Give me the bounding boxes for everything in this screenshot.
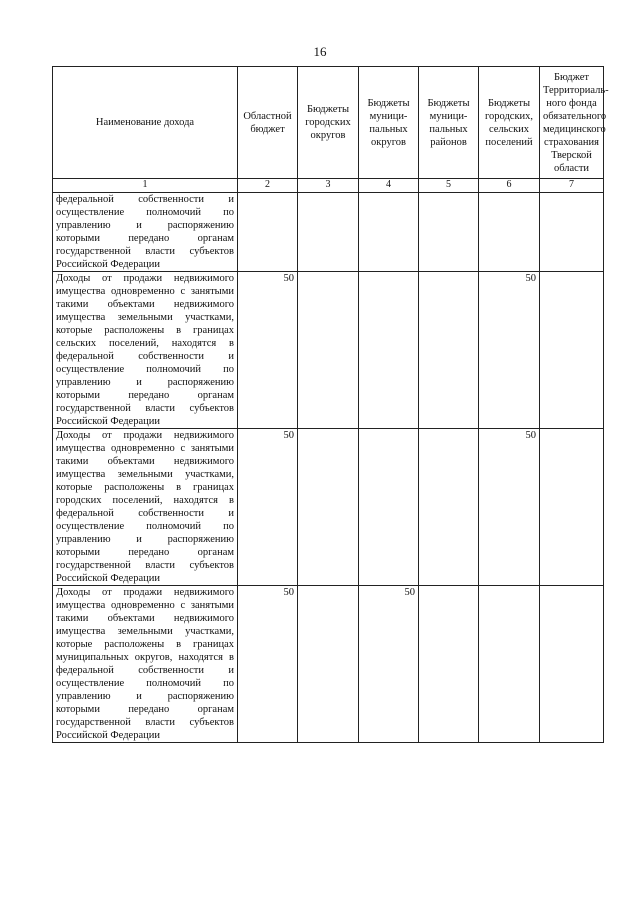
page-number: 16 (313, 44, 327, 59)
value-cell (298, 429, 359, 586)
column-number: 3 (298, 179, 359, 193)
value-cell: 50 (479, 429, 540, 586)
header-regional-budget: Областной бюджет (238, 67, 298, 179)
value-cell (298, 586, 359, 743)
table-row (53, 193, 604, 272)
column-number-row (53, 179, 604, 193)
value-cell (359, 272, 419, 429)
value-cell (359, 429, 419, 586)
revenue-name-cell: федеральной собственности и осуществление полномочий по управлению и распоряжению которыми передано органам государственной власти субъектов Российской Федерации (53, 193, 238, 272)
column-number: 2 (238, 179, 298, 193)
value-cell: 50 (238, 429, 298, 586)
revenue-name-cell: Доходы от продажи недвижимого имущества одновременно с занятыми такими объектами недвижимого имущества земельными участками, которые расположены в границах городских поселений, находятся в федеральной собственности и осуществление полномочий по управлению и распоряжению которыми передано органам государственной власти субъектов Российской Федерации (53, 429, 238, 586)
column-number: 1 (53, 179, 238, 193)
value-cell (238, 193, 298, 272)
column-number: 7 (540, 179, 604, 193)
table-row (53, 586, 604, 743)
header-medical-insurance-fund-budget: Бюджет Территориаль-ного фонда обязательного медицинского страхования Тверской области (540, 67, 604, 179)
value-cell (540, 193, 604, 272)
value-cell: 50 (359, 586, 419, 743)
value-cell: 50 (238, 272, 298, 429)
header-municipal-districts-budgets: Бюджеты муници-пальных округов (359, 67, 419, 179)
value-cell (359, 193, 419, 272)
value-cell (419, 272, 479, 429)
header-revenue-name: Наименование дохода (53, 67, 238, 179)
revenue-name-cell: Доходы от продажи недвижимого имущества одновременно с занятыми такими объектами недвижимого имущества земельными участками, которые расположены в границах муниципальных округов, находятся в федеральной собственности и осуществление полномочий по управлению и распоряжению которыми передано органам государственной власти субъектов Российской Федерации (53, 586, 238, 743)
revenue-name-cell: Доходы от продажи недвижимого имущества одновременно с занятыми такими объектами недвижимого имущества земельными участками, которые расположены в границах сельских поселений, находятся в федеральной собственности и осуществление полномочий по управлению и распоряжению которыми передано органам государственной власти субъектов Российской Федерации (53, 272, 238, 429)
value-cell (479, 193, 540, 272)
column-number: 4 (359, 179, 419, 193)
value-cell (298, 193, 359, 272)
value-cell (419, 586, 479, 743)
column-number: 5 (419, 179, 479, 193)
value-cell (540, 429, 604, 586)
value-cell (540, 272, 604, 429)
revenue-distribution-table (52, 66, 609, 743)
header-settlements-budgets: Бюджеты городских, сельских поселений (479, 67, 540, 179)
header-row (53, 67, 604, 179)
value-cell (540, 586, 604, 743)
value-cell: 50 (479, 272, 540, 429)
value-cell (419, 429, 479, 586)
column-number: 6 (479, 179, 540, 193)
header-city-districts-budgets: Бюджеты городских округов (298, 67, 359, 179)
value-cell (298, 272, 359, 429)
table-row (53, 429, 604, 586)
value-cell: 50 (238, 586, 298, 743)
header-municipal-regions-budgets: Бюджеты муници-пальных районов (419, 67, 479, 179)
value-cell (419, 193, 479, 272)
value-cell (479, 586, 540, 743)
table-row (53, 272, 604, 429)
